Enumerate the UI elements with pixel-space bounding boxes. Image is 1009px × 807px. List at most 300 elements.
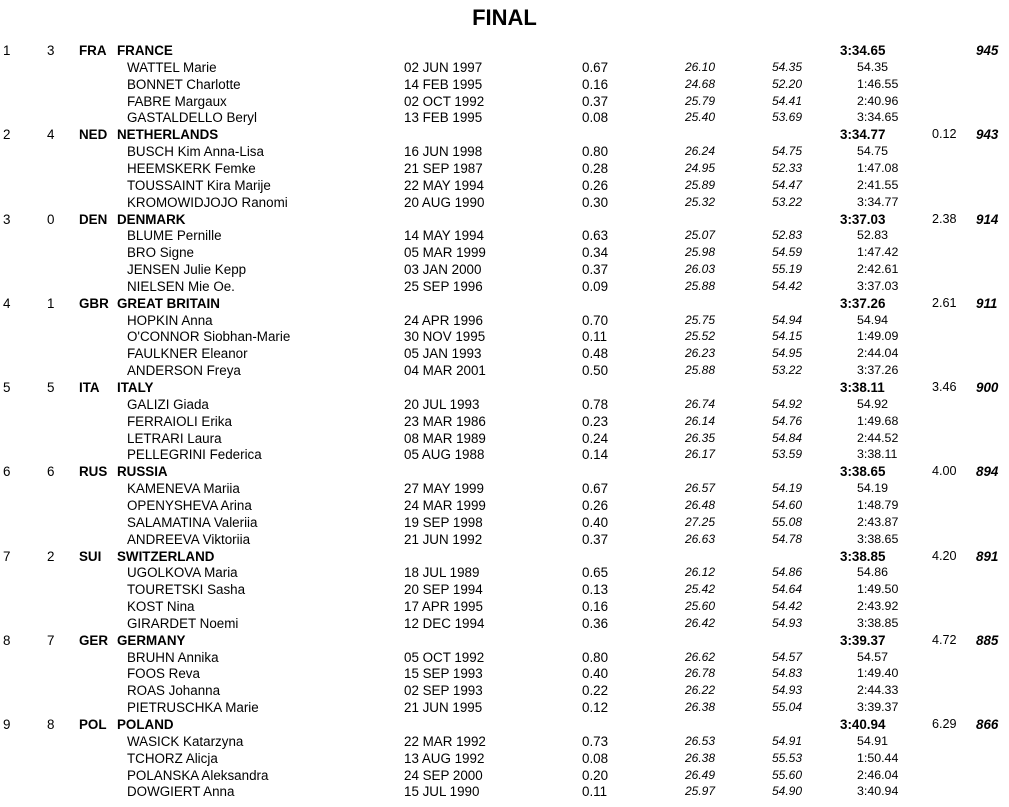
swimmer-split-100: 54.41 (772, 93, 803, 108)
swimmer-split-100: 55.19 (772, 262, 803, 277)
team-row (0, 632, 1009, 649)
swimmer-reaction-time: 0.12 (582, 700, 609, 716)
swimmer-name: PIETRUSCHKA Marie (127, 700, 259, 716)
swimmer-reaction-time: 0.28 (582, 160, 609, 176)
swimmer-split-100: 54.83 (772, 666, 803, 681)
swimmer-split-100: 54.76 (772, 413, 803, 428)
swimmer-split-100: 54.95 (772, 346, 803, 361)
swimmer-cumulative-time: 2:42.61 (857, 262, 899, 277)
swimmer-name: POLANSKA Aleksandra (127, 767, 269, 783)
swimmer-row (0, 312, 1009, 329)
swimmer-name: FAULKNER Eleanor (127, 346, 248, 362)
team-rank: 2 (3, 127, 11, 143)
swimmer-name: KOST Nina (127, 599, 195, 615)
team-final-time: 3:37.26 (840, 295, 886, 311)
team-final-time: 3:34.77 (840, 127, 886, 143)
swimmer-row (0, 682, 1009, 699)
team-final-time: 3:38.11 (840, 380, 885, 395)
swimmer-reaction-time: 0.08 (582, 110, 609, 126)
team-rank: 3 (3, 211, 11, 227)
swimmer-row (0, 93, 1009, 110)
team-country-code: FRA (79, 43, 107, 58)
swimmer-row (0, 362, 1009, 379)
swimmer-name: LETRARI Laura (127, 430, 222, 446)
swimmer-cumulative-time: 1:49.09 (857, 329, 899, 344)
team-lane: 7 (47, 632, 55, 648)
swimmer-birth-date: 15 JUL 1990 (404, 784, 480, 800)
swimmer-name: ANDERSON Freya (127, 363, 241, 379)
team-lane: 6 (47, 464, 55, 480)
swimmer-reaction-time: 0.40 (582, 514, 609, 530)
swimmer-name: TOURETSKI Sasha (127, 582, 246, 598)
swimmer-split-50: 26.14 (685, 413, 716, 428)
swimmer-birth-date: 16 JUN 1998 (404, 144, 483, 160)
swimmer-name: HOPKIN Anna (127, 312, 213, 328)
swimmer-split-100: 52.33 (772, 160, 803, 175)
swimmer-reaction-time: 0.09 (582, 278, 609, 294)
team-country-name: RUSSIA (117, 464, 168, 480)
swimmer-split-50: 25.79 (685, 93, 716, 108)
swimmer-row (0, 278, 1009, 295)
swimmer-split-50: 26.74 (685, 396, 716, 411)
swimmer-split-50: 26.57 (685, 481, 716, 496)
swimmer-name: WATTEL Marie (127, 59, 217, 75)
swimmer-reaction-time: 0.67 (582, 59, 609, 75)
team-points: 866 (976, 717, 999, 732)
swimmer-split-50: 26.62 (685, 649, 716, 664)
swimmer-birth-date: 03 JAN 2000 (404, 262, 482, 278)
swimmer-row (0, 514, 1009, 531)
swimmer-reaction-time: 0.36 (582, 615, 609, 631)
swimmer-split-100: 54.47 (772, 177, 803, 192)
swimmer-split-100: 54.93 (772, 615, 803, 630)
swimmer-split-50: 25.42 (685, 582, 716, 597)
swimmer-split-50: 26.49 (685, 767, 716, 782)
swimmer-birth-date: 24 MAR 1999 (404, 497, 486, 513)
swimmer-row (0, 413, 1009, 430)
swimmer-birth-date: 19 SEP 1998 (404, 514, 483, 530)
swimmer-row (0, 244, 1009, 261)
swimmer-row (0, 767, 1009, 784)
swimmer-birth-date: 21 SEP 1987 (404, 160, 483, 176)
swimmer-split-100: 52.20 (772, 76, 803, 91)
swimmer-birth-date: 24 APR 1996 (404, 312, 483, 328)
team-country-code: DEN (79, 211, 108, 227)
swimmer-birth-date: 13 FEB 1995 (404, 110, 483, 126)
swimmer-split-100: 54.92 (772, 396, 803, 411)
swimmer-name: PELLEGRINI Federica (127, 447, 262, 463)
swimmer-reaction-time: 0.16 (582, 599, 609, 615)
swimmer-birth-date: 22 MAR 1992 (404, 733, 486, 749)
team-row (0, 463, 1009, 480)
swimmer-name: O'CONNOR Siobhan-Marie (127, 329, 291, 345)
swimmer-row (0, 665, 1009, 682)
swimmer-cumulative-time: 2:43.92 (857, 599, 899, 614)
team-points: 945 (976, 43, 999, 58)
swimmer-split-100: 54.57 (772, 649, 803, 664)
swimmer-birth-date: 24 SEP 2000 (404, 767, 483, 783)
team-lane: 8 (47, 717, 55, 732)
swimmer-split-100: 54.94 (772, 312, 803, 327)
swimmer-split-50: 25.75 (685, 312, 716, 327)
team-final-time: 3:34.65 (840, 43, 886, 58)
swimmer-reaction-time: 0.14 (582, 447, 609, 463)
swimmer-split-50: 26.10 (685, 59, 716, 74)
swimmer-split-100: 54.78 (772, 531, 803, 546)
team-lane: 3 (47, 43, 55, 58)
swimmer-split-50: 25.52 (685, 329, 716, 344)
swimmer-reaction-time: 0.26 (582, 497, 609, 513)
team-lane: 5 (47, 380, 55, 395)
swimmer-split-50: 26.03 (685, 262, 716, 277)
swimmer-reaction-time: 0.23 (582, 413, 609, 429)
swimmer-split-100: 53.22 (772, 194, 803, 209)
swimmer-cumulative-time: 2:43.87 (857, 514, 899, 529)
swimmer-birth-date: 05 AUG 1988 (404, 447, 485, 463)
swimmer-row (0, 261, 1009, 278)
swimmer-birth-date: 13 AUG 1992 (404, 750, 485, 766)
swimmer-split-100: 54.75 (772, 144, 803, 159)
swimmer-name: ANDREEVA Viktoriia (127, 531, 251, 547)
swimmer-reaction-time: 0.11 (582, 784, 608, 800)
team-time-behind: 2.61 (932, 295, 957, 310)
swimmer-row (0, 227, 1009, 244)
team-rank: 5 (3, 380, 11, 395)
team-country-name: ITALY (117, 380, 154, 395)
swimmer-birth-date: 12 DEC 1994 (404, 615, 485, 631)
team-points: 943 (976, 127, 999, 143)
swimmer-name: BONNET Charlotte (127, 76, 241, 92)
swimmer-birth-date: 30 NOV 1995 (404, 329, 486, 345)
swimmer-cumulative-time: 54.91 (857, 733, 889, 748)
swimmer-reaction-time: 0.08 (582, 750, 609, 766)
swimmer-name: KROMOWIDJOJO Ranomi (127, 194, 288, 210)
swimmer-birth-date: 05 OCT 1992 (404, 649, 485, 665)
swimmer-row (0, 564, 1009, 581)
team-points: 894 (976, 464, 999, 480)
swimmer-split-100: 54.90 (772, 784, 803, 799)
swimmer-reaction-time: 0.37 (582, 262, 609, 278)
team-country-code: GBR (79, 295, 109, 311)
swimmer-split-100: 52.83 (772, 228, 803, 243)
swimmer-birth-date: 14 FEB 1995 (404, 76, 483, 92)
swimmer-reaction-time: 0.16 (582, 76, 609, 92)
swimmer-split-50: 25.97 (685, 784, 716, 799)
team-time-behind: 3.46 (932, 380, 957, 394)
swimmer-birth-date: 08 MAR 1989 (404, 430, 486, 446)
swimmer-split-50: 26.63 (685, 531, 716, 546)
swimmer-reaction-time: 0.63 (582, 228, 609, 244)
swimmer-name: FOOS Reva (127, 666, 200, 682)
team-country-name: POLAND (117, 717, 174, 732)
swimmer-split-50: 26.42 (685, 615, 716, 630)
swimmer-cumulative-time: 54.75 (857, 144, 889, 159)
team-country-code: POL (79, 717, 107, 732)
swimmer-split-50: 25.88 (685, 278, 716, 293)
swimmer-cumulative-time: 3:37.03 (857, 278, 899, 293)
swimmer-split-50: 26.22 (685, 683, 716, 698)
swimmer-reaction-time: 0.80 (582, 144, 609, 160)
team-points: 914 (976, 211, 999, 227)
swimmer-cumulative-time: 2:44.52 (857, 430, 899, 445)
team-final-time: 3:40.94 (840, 717, 886, 732)
swimmer-split-100: 54.60 (772, 497, 803, 512)
swimmer-row (0, 480, 1009, 497)
swimmer-name: TCHORZ Alicja (127, 750, 218, 766)
team-country-code: ITA (79, 380, 100, 395)
swimmer-split-100: 55.60 (772, 767, 803, 782)
swimmer-cumulative-time: 54.57 (857, 649, 889, 664)
team-row (0, 211, 1009, 228)
swimmer-birth-date: 02 JUN 1997 (404, 59, 483, 75)
swimmer-birth-date: 20 JUL 1993 (404, 396, 480, 412)
swimmer-split-50: 26.35 (685, 430, 716, 445)
team-points: 911 (976, 295, 998, 311)
swimmer-name: UGOLKOVA Maria (127, 565, 238, 581)
swimmer-split-50: 25.88 (685, 363, 716, 378)
swimmer-name: GASTALDELLO Beryl (127, 110, 257, 126)
team-country-name: GERMANY (117, 632, 186, 648)
team-time-behind: 4.00 (932, 464, 957, 479)
swimmer-split-100: 54.15 (772, 329, 803, 344)
team-country-name: DENMARK (117, 211, 186, 227)
swimmer-row (0, 328, 1009, 345)
swimmer-split-50: 27.25 (685, 514, 716, 529)
swimmer-split-100: 54.35 (772, 59, 803, 74)
swimmer-split-100: 53.22 (772, 363, 803, 378)
swimmer-reaction-time: 0.50 (582, 363, 609, 379)
swimmer-cumulative-time: 1:47.42 (857, 245, 899, 260)
swimmer-reaction-time: 0.48 (582, 346, 609, 362)
team-rank: 6 (3, 464, 11, 480)
swimmer-row (0, 699, 1009, 716)
team-lane: 1 (47, 295, 55, 311)
swimmer-cumulative-time: 1:49.40 (857, 666, 899, 681)
team-rank: 1 (3, 43, 11, 58)
swimmer-reaction-time: 0.13 (582, 582, 609, 598)
swimmer-split-50: 26.12 (685, 565, 716, 580)
team-time-behind: 4.72 (932, 632, 957, 647)
swimmer-birth-date: 21 JUN 1992 (404, 531, 483, 547)
swimmer-split-100: 54.93 (772, 683, 803, 698)
swimmer-row (0, 733, 1009, 750)
team-points: 900 (976, 380, 999, 395)
team-lane: 4 (47, 127, 55, 143)
swimmer-split-100: 54.59 (772, 245, 803, 260)
swimmer-birth-date: 04 MAR 2001 (404, 363, 486, 379)
swimmer-name: BRUHN Annika (127, 649, 219, 665)
team-country-name: NETHERLANDS (117, 127, 219, 143)
swimmer-cumulative-time: 1:49.68 (857, 413, 899, 428)
swimmer-name: SALAMATINA Valeriia (127, 514, 258, 530)
swimmer-name: BUSCH Kim Anna-Lisa (127, 144, 264, 160)
team-country-code: NED (79, 127, 108, 143)
swimmer-cumulative-time: 3:39.37 (857, 700, 899, 715)
team-row (0, 379, 1009, 396)
swimmer-reaction-time: 0.40 (582, 666, 609, 682)
team-row (0, 548, 1009, 565)
swimmer-split-50: 25.60 (685, 599, 716, 614)
swimmer-split-100: 54.42 (772, 278, 803, 293)
swimmer-split-100: 55.53 (772, 750, 803, 765)
swimmer-split-50: 26.17 (685, 447, 716, 462)
swimmer-name: TOUSSAINT Kira Marije (127, 177, 271, 193)
team-lane: 2 (47, 548, 55, 564)
swimmer-birth-date: 15 SEP 1993 (404, 666, 483, 682)
team-rank: 4 (3, 295, 11, 311)
swimmer-split-50: 25.89 (685, 177, 716, 192)
swimmer-cumulative-time: 3:34.65 (857, 110, 899, 125)
swimmer-name: WASICK Katarzyna (127, 733, 244, 749)
swimmer-split-50: 25.32 (685, 194, 716, 209)
swimmer-name: OPENYSHEVA Arina (127, 497, 252, 513)
team-country-name: GREAT BRITAIN (117, 295, 220, 311)
swimmer-reaction-time: 0.24 (582, 430, 609, 446)
swimmer-cumulative-time: 2:44.04 (857, 346, 899, 361)
swimmer-split-50: 26.38 (685, 750, 716, 765)
swimmer-birth-date: 02 SEP 1993 (404, 683, 483, 699)
swimmer-reaction-time: 0.22 (582, 683, 609, 699)
swimmer-cumulative-time: 54.92 (857, 396, 889, 411)
swimmer-split-50: 26.23 (685, 346, 716, 361)
swimmer-row (0, 581, 1009, 598)
team-final-time: 3:39.37 (840, 632, 886, 648)
team-time-behind: 0.12 (932, 127, 957, 142)
swimmer-birth-date: 18 JUL 1989 (404, 565, 480, 581)
swimmer-cumulative-time: 52.83 (857, 228, 889, 243)
team-final-time: 3:38.85 (840, 548, 886, 564)
swimmer-birth-date: 20 AUG 1990 (404, 194, 485, 210)
swimmer-cumulative-time: 3:38.65 (857, 531, 899, 546)
swimmer-cumulative-time: 2:40.96 (857, 93, 899, 108)
swimmer-cumulative-time: 1:48.79 (857, 497, 899, 512)
page-title: FINAL (472, 5, 537, 30)
swimmer-split-100: 54.19 (772, 481, 803, 496)
swimmer-row (0, 194, 1009, 211)
team-time-behind: 6.29 (932, 717, 957, 731)
swimmer-reaction-time: 0.30 (582, 194, 609, 210)
swimmer-birth-date: 02 OCT 1992 (404, 93, 485, 109)
team-row (0, 295, 1009, 312)
swimmer-name: ROAS Johanna (127, 683, 221, 699)
swimmer-birth-date: 17 APR 1995 (404, 599, 483, 615)
swimmer-row (0, 109, 1009, 126)
swimmer-cumulative-time: 1:49.50 (857, 582, 899, 597)
swimmer-name: NIELSEN Mie Oe. (127, 278, 235, 294)
swimmer-reaction-time: 0.67 (582, 481, 609, 497)
swimmer-name: DOWGIERT Anna (127, 784, 235, 800)
swimmer-birth-date: 25 SEP 1996 (404, 278, 483, 294)
swimmer-split-100: 54.86 (772, 565, 803, 580)
swimmer-birth-date: 22 MAY 1994 (404, 177, 484, 193)
swimmer-cumulative-time: 3:37.26 (857, 363, 899, 378)
team-country-code: RUS (79, 464, 108, 480)
swimmer-split-50: 26.78 (685, 666, 716, 681)
team-country-code: GER (79, 632, 109, 648)
swimmer-row (0, 177, 1009, 194)
swimmer-name: JENSEN Julie Kepp (127, 262, 247, 278)
swimmer-cumulative-time: 54.35 (857, 59, 889, 74)
team-country-code: SUI (79, 548, 102, 564)
swimmer-cumulative-time: 3:38.11 (857, 447, 898, 462)
swimmer-name: GIRARDET Noemi (127, 615, 239, 631)
team-row (0, 126, 1009, 143)
swimmer-split-50: 25.98 (685, 245, 716, 260)
swimmer-row (0, 396, 1009, 413)
swimmer-cumulative-time: 1:46.55 (857, 76, 899, 91)
swimmer-name: KAMENEVA Mariia (127, 481, 240, 497)
swimmer-birth-date: 05 MAR 1999 (404, 245, 486, 261)
swimmer-split-100: 54.64 (772, 582, 803, 597)
swimmer-split-50: 26.53 (685, 733, 716, 748)
swimmer-reaction-time: 0.37 (582, 531, 609, 547)
swimmer-birth-date: 14 MAY 1994 (404, 228, 484, 244)
swimmer-split-100: 55.04 (772, 700, 803, 715)
swimmer-row (0, 750, 1009, 767)
swimmer-cumulative-time: 1:47.08 (857, 160, 899, 175)
swimmer-cumulative-time: 3:40.94 (857, 784, 899, 799)
team-country-name: SWITZERLAND (117, 548, 215, 564)
team-row (0, 42, 1009, 59)
swimmer-row (0, 143, 1009, 160)
swimmer-row (0, 497, 1009, 514)
swimmer-reaction-time: 0.26 (582, 177, 609, 193)
swimmer-name: BRO Signe (127, 245, 194, 261)
swimmer-name: FABRE Margaux (127, 93, 227, 109)
swimmer-name: GALIZI Giada (127, 396, 209, 412)
swimmer-split-50: 26.24 (685, 144, 716, 159)
swimmer-split-50: 25.40 (685, 110, 716, 125)
swimmer-cumulative-time: 2:41.55 (857, 177, 899, 192)
swimmer-split-100: 54.84 (772, 430, 803, 445)
swimmer-split-100: 55.08 (772, 514, 803, 529)
swimmer-row (0, 59, 1009, 76)
team-row (0, 716, 1009, 733)
swimmer-row (0, 160, 1009, 177)
swimmer-row (0, 783, 1009, 800)
swimmer-row (0, 76, 1009, 93)
swimmer-birth-date: 05 JAN 1993 (404, 346, 482, 362)
team-final-time: 3:38.65 (840, 464, 886, 480)
swimmer-reaction-time: 0.80 (582, 649, 609, 665)
team-rank: 7 (3, 548, 11, 564)
swimmer-split-100: 53.69 (772, 110, 803, 125)
swimmer-birth-date: 27 MAY 1999 (404, 481, 484, 497)
team-time-behind: 2.38 (932, 211, 957, 226)
swimmer-reaction-time: 0.37 (582, 93, 609, 109)
swimmer-reaction-time: 0.34 (582, 245, 609, 261)
swimmer-split-50: 26.38 (685, 700, 716, 715)
swimmer-row (0, 649, 1009, 666)
swimmer-reaction-time: 0.11 (582, 329, 608, 345)
swimmer-cumulative-time: 54.94 (857, 312, 889, 327)
swimmer-split-50: 26.48 (685, 497, 716, 512)
swimmer-reaction-time: 0.73 (582, 733, 609, 749)
swimmer-split-50: 24.68 (685, 76, 716, 91)
swimmer-name: FERRAIOLI Erika (127, 413, 232, 429)
swimmer-split-50: 24.95 (685, 160, 716, 175)
swimmer-reaction-time: 0.78 (582, 396, 609, 412)
swimmer-name: BLUME Pernille (127, 228, 222, 244)
swimmer-cumulative-time: 54.19 (857, 481, 889, 496)
team-rank: 8 (3, 632, 11, 648)
swimmer-split-100: 54.42 (772, 599, 803, 614)
swimmer-reaction-time: 0.70 (582, 312, 609, 328)
swimmer-name: HEEMSKERK Femke (127, 160, 256, 176)
swimmer-cumulative-time: 2:46.04 (857, 767, 899, 782)
swimmer-birth-date: 20 SEP 1994 (404, 582, 483, 598)
swimmer-cumulative-time: 54.86 (857, 565, 889, 580)
